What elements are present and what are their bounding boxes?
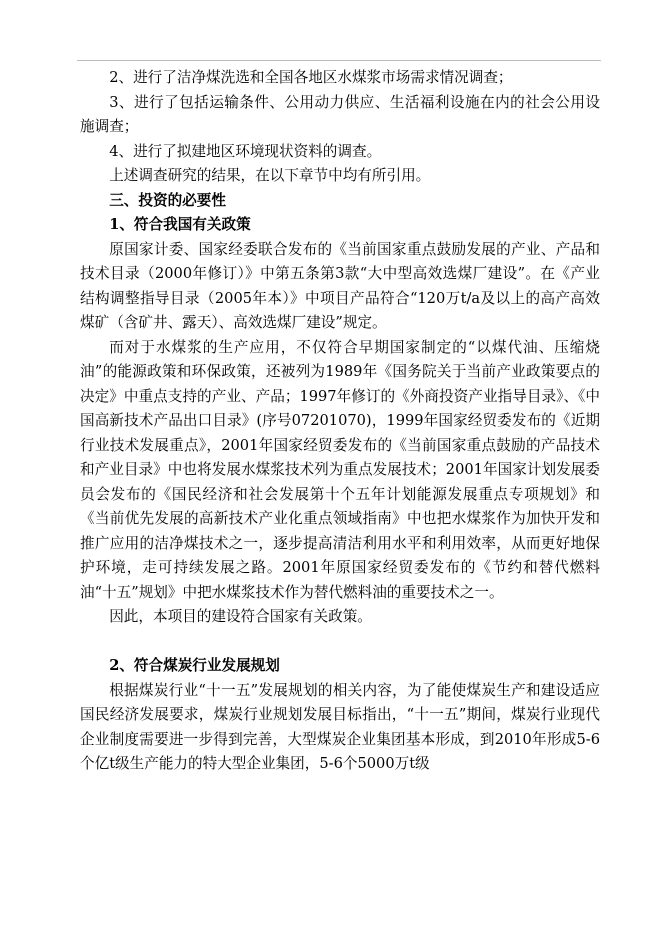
document-body bbox=[80, 66, 600, 777]
summary-paragraph: 上述调查研究的结果，在以下章节中均有所引用。 bbox=[109, 167, 431, 184]
policy-conclusion: 因此，本项目的建设符合国家有关政策。 bbox=[109, 608, 372, 625]
section-heading: 三、投资的必要性 bbox=[109, 191, 226, 209]
subsection-heading-2: 2、符合煤炭行业发展规划 bbox=[109, 657, 280, 674]
policy-paragraph-2: 而对于水煤浆的生产应用，不仅符合早期国家制定的“以煤代油、压缩烧油”的能源政策和环保政策，还被列为1989年《国务院关于当前产业政策要点的决定》中重点支持的产业、产品；1997年修订的《外商投资产业指导目录》、《中国高新技术产品出口目录》(序号07201070)，1999年国家经贸委发布的《近期行业技术发展重点》，2001年国家经贸委发布的《当前国家重点鼓励的产品技术和产业目录》中也将发展水煤浆技术列为重点发展技术；2001年国家计划发展委员会发布的《国民经济和社会发展第十个五年计划能源发展重点专项规划》和《当前优先发展的高新技术产业化重点领域指南》中也把水煤浆作为加快开发和推广应用的洁净煤技术之一，逐步提高清洁利用水平和利用效率，从而更好地保护环境，走可持续发展之路。2001年原国家经贸委发布的《节约和替代燃料油“十五”规划》中把水煤浆技术作为替代燃料油的重要技术之一。 bbox=[80, 338, 600, 601]
list-item-3: 3、进行了包括运输条件、公用动力供应、生活福利设施在内的社会公用设施调查； bbox=[80, 93, 600, 135]
list-item-4: 4、进行了拟建地区环境现状资料的调查。 bbox=[109, 142, 382, 160]
header-rule bbox=[77, 60, 601, 61]
subsection-heading-1: 1、符合我国有关政策 bbox=[109, 216, 251, 233]
blank-line bbox=[80, 630, 600, 655]
list-item-2: 2、进行了洁净煤洗选和全国各地区水煤浆市场需求情况调查； bbox=[109, 69, 513, 86]
policy-paragraph-1: 原国家计委、国家经委联合发布的《当前国家重点鼓励发展的产业、产品和技术目录（2000年修订）》中第五条第3款“大中型高效选煤厂建设”。在《产业结构调整指导目录（2005年本）》中项目产品符合“120万t/a及以上的高产高效煤矿（含矿井、露天）、高效选煤厂建设”规定。 bbox=[80, 240, 600, 331]
planning-paragraph-1: 根据煤炭行业“十一五”发展规划的相关内容，为了能使煤炭生产和建设适应国民经济发展要求，煤炭行业规划发展目标指出，“十一五”期间，煤炭行业现代企业制度需要进一步得到完善，大型煤炭企业集团基本形成，到2010年形成5-6个亿t级生产能力的特大型企业集团，5-6个5000万t级 bbox=[80, 681, 600, 772]
